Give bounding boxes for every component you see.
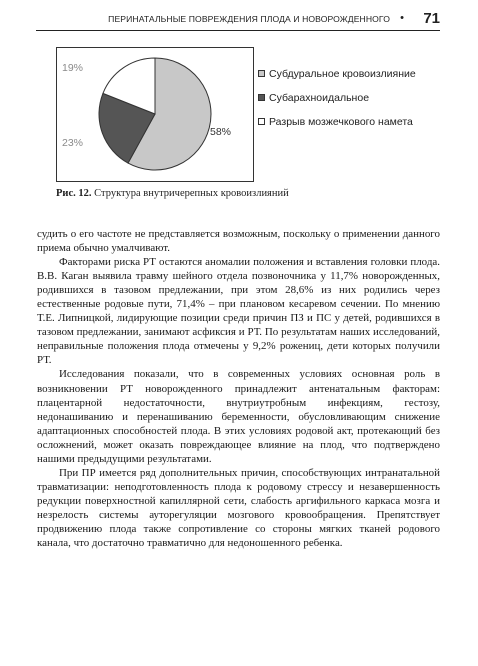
figure-caption-label: Рис. 12. (56, 188, 92, 199)
page-number: 71 (423, 10, 440, 27)
legend-swatch-subarachnoid (258, 94, 265, 101)
chart-legend (258, 67, 438, 139)
legend-label-tentorium-rupture: Разрыв мозжечкового намета (269, 116, 413, 128)
paragraph-3: Исследования показали, что в современных условиях основная роль в возникновении РТ новорожденного принадлежит антенатальным факторам: плацентарной недостаточности, внутриутробным инфекциям, гестозу, недонашиванию и перенашиванию беременности, обусловливающим снижение адаптационных способностей плода. В этих условиях родовой акт, протекающий без осложнений, может оказать повреждающее влияние на плод, что подтверждено нашими предыдущими результатами. (37, 368, 440, 465)
pie-chart (57, 48, 253, 181)
paragraph-2: Факторами риска РТ остаются аномалии положения и вставления головки плода. В.В. Каган выявила травму шейного отдела позвоночника у 11,7% новорожденных, родившихся в тазовом предлежании, при этом 28,6% из них родились через естественные родовые пути, 71,4% – при плановом кесаревом сечении. По мнению Т.Е. Липницкой, лидирующие позиции среди причин ПЗ и ПС у детей, родившихся в тазовом предлежании, занимают асфиксия и РТ. По результатам наших исследований, неправильные положения плода отмечены у 9,2% рожениц, дети которых получили РТ. (37, 256, 440, 367)
legend-item-subdural (258, 67, 438, 81)
slice-label-58: 58% (210, 126, 232, 138)
paragraph-4: При ПР имеется ряд дополнительных причин, способствующих интранатальной травматизации: неподготовленность плода к родовому стрессу и незавершенность редукции поверхностной капиллярной сети, слабость аргифильного каркаса мозга и незрелость системы ауторегуляции мозгового кровообращения. Препятствует продвижению плода также сопротивление со стороны мягких тканей родового канала, что достаточно травматично для недоношенного ребенка. (37, 466, 440, 550)
legend-item-subarachnoid (258, 91, 438, 105)
running-header-title: ПЕРИНАТАЛЬНЫЕ ПОВРЕЖДЕНИЯ ПЛОДА И НОВОРОЖДЕННОГО (108, 14, 390, 24)
pie-chart-frame (56, 47, 254, 182)
legend-swatch-tentorium-rupture (258, 118, 265, 125)
slice-label-19: 19% (62, 62, 84, 74)
running-header (36, 10, 440, 31)
legend-label-subarachnoid: Субарахноидальное (269, 92, 370, 104)
figure-caption (56, 187, 456, 201)
legend-swatch-subdural (258, 70, 265, 77)
legend-label-subdural: Субдуральное кровоизлияние (269, 68, 416, 80)
running-header-bullet: • (400, 12, 404, 24)
legend-item-tentorium-rupture (258, 115, 438, 129)
paragraph-1: судить о его частоте не представляется возможным, поскольку о применении данного приема обычно умалчивают. (37, 228, 440, 255)
body-text (37, 227, 440, 550)
slice-label-23: 23% (62, 137, 84, 149)
figure-caption-text: Структура внутричерепных кровоизлияний (94, 188, 289, 199)
